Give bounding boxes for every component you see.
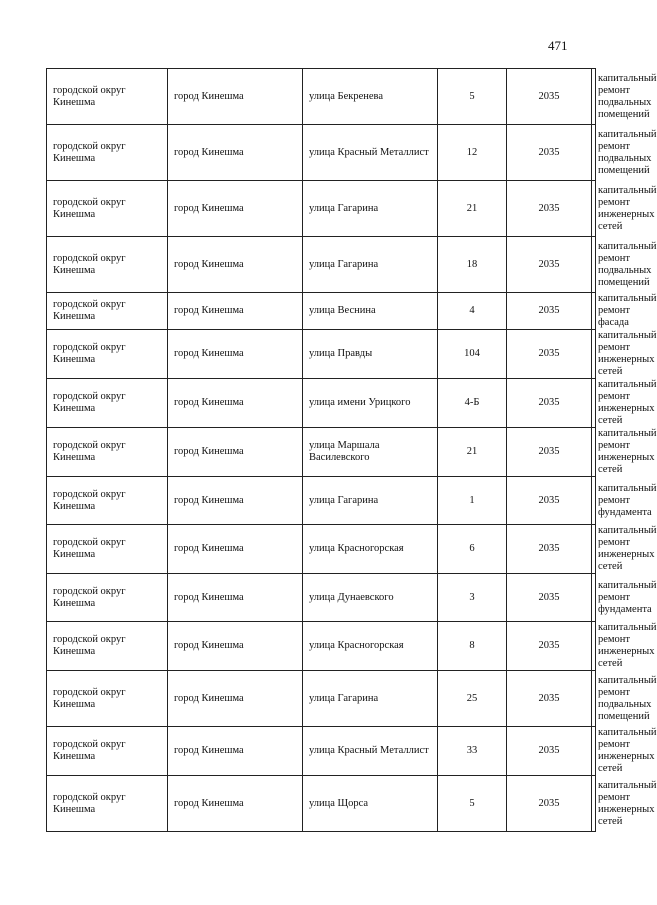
okrug-cell: городской округ Кинешма — [47, 477, 168, 525]
okrug-cell: городской округ Кинешма — [47, 776, 168, 832]
house-number-cell: 1 — [438, 477, 507, 525]
city-cell: город Кинешма — [168, 525, 303, 574]
okrug-cell: городской округ Кинешма — [47, 125, 168, 181]
city-cell: город Кинешма — [168, 181, 303, 237]
city-cell: город Кинешма — [168, 671, 303, 727]
street-cell: улица Бекренева — [303, 69, 438, 125]
city-cell: город Кинешма — [168, 622, 303, 671]
street-cell: улица Красногорская — [303, 622, 438, 671]
city-cell: город Кинешма — [168, 477, 303, 525]
street-cell: улица Маршала Василевского — [303, 428, 438, 477]
year-cell: 2035 — [507, 671, 592, 727]
table-row — [47, 727, 596, 776]
street-cell: улица Красный Металлист — [303, 125, 438, 181]
okrug-cell: городской округ Кинешма — [47, 293, 168, 330]
table-row — [47, 379, 596, 428]
street-cell: улица Веснина — [303, 293, 438, 330]
okrug-cell: городской округ Кинешма — [47, 727, 168, 776]
house-number-cell: 5 — [438, 776, 507, 832]
table-row — [47, 428, 596, 477]
work-type-cell: капитальный ремонт инженерных сетей — [592, 379, 596, 428]
work-type-cell: капитальный ремонт инженерных сетей — [592, 622, 596, 671]
city-cell: город Кинешма — [168, 776, 303, 832]
okrug-cell: городской округ Кинешма — [47, 69, 168, 125]
okrug-cell: городской округ Кинешма — [47, 181, 168, 237]
work-type-cell: капитальный ремонт инженерных сетей — [592, 727, 596, 776]
city-cell: город Кинешма — [168, 125, 303, 181]
year-cell: 2035 — [507, 237, 592, 293]
house-number-cell: 18 — [438, 237, 507, 293]
table-row — [47, 125, 596, 181]
work-type-cell: капитальный ремонт инженерных сетей — [592, 330, 596, 379]
city-cell: город Кинешма — [168, 293, 303, 330]
year-cell: 2035 — [507, 574, 592, 622]
city-cell: город Кинешма — [168, 574, 303, 622]
house-number-cell: 104 — [438, 330, 507, 379]
house-number-cell: 33 — [438, 727, 507, 776]
work-type-cell: капитальный ремонт подвальных помещений — [592, 69, 596, 125]
city-cell: город Кинешма — [168, 237, 303, 293]
okrug-cell: городской округ Кинешма — [47, 574, 168, 622]
house-number-cell: 12 — [438, 125, 507, 181]
work-type-cell: капитальный ремонт инженерных сетей — [592, 525, 596, 574]
year-cell: 2035 — [507, 622, 592, 671]
work-type-cell: капитальный ремонт подвальных помещений — [592, 125, 596, 181]
house-number-cell: 4-Б — [438, 379, 507, 428]
okrug-cell: городской округ Кинешма — [47, 330, 168, 379]
table-row — [47, 776, 596, 832]
street-cell: улица Красногорская — [303, 525, 438, 574]
house-number-cell: 5 — [438, 69, 507, 125]
year-cell: 2035 — [507, 69, 592, 125]
okrug-cell: городской округ Кинешма — [47, 525, 168, 574]
table-row — [47, 237, 596, 293]
house-number-cell: 25 — [438, 671, 507, 727]
okrug-cell: городской округ Кинешма — [47, 622, 168, 671]
okrug-cell: городской округ Кинешма — [47, 237, 168, 293]
house-number-cell: 21 — [438, 428, 507, 477]
table-row — [47, 477, 596, 525]
page-number: 471 — [548, 38, 568, 53]
year-cell: 2035 — [507, 776, 592, 832]
work-type-cell: капитальный ремонт инженерных сетей — [592, 181, 596, 237]
year-cell: 2035 — [507, 379, 592, 428]
table-row — [47, 525, 596, 574]
house-number-cell: 21 — [438, 181, 507, 237]
work-type-cell: капитальный ремонт подвальных помещений — [592, 237, 596, 293]
house-number-cell: 8 — [438, 622, 507, 671]
street-cell: улица Правды — [303, 330, 438, 379]
housing-repair-table — [46, 68, 657, 832]
year-cell: 2035 — [507, 525, 592, 574]
okrug-cell: городской округ Кинешма — [47, 428, 168, 477]
street-cell: улица Гагарина — [303, 181, 438, 237]
city-cell: город Кинешма — [168, 379, 303, 428]
year-cell: 2035 — [507, 293, 592, 330]
year-cell: 2035 — [507, 477, 592, 525]
house-number-cell: 4 — [438, 293, 507, 330]
table-row — [47, 181, 596, 237]
work-type-cell: капитальный ремонт инженерных сетей — [592, 428, 596, 477]
street-cell: улица Гагарина — [303, 477, 438, 525]
street-cell: улица имени Урицкого — [303, 379, 438, 428]
city-cell: город Кинешма — [168, 428, 303, 477]
work-type-cell: капитальный ремонт инженерных сетей — [592, 776, 596, 832]
work-type-cell: капитальный ремонт фасада — [592, 293, 596, 330]
street-cell: улица Красный Металлист — [303, 727, 438, 776]
street-cell: улица Дунаевского — [303, 574, 438, 622]
year-cell: 2035 — [507, 428, 592, 477]
table-row — [47, 69, 596, 125]
work-type-cell: капитальный ремонт подвальных помещений — [592, 671, 596, 727]
street-cell: улица Гагарина — [303, 237, 438, 293]
work-type-cell: капитальный ремонт фундамента — [592, 574, 596, 622]
okrug-cell: городской округ Кинешма — [47, 379, 168, 428]
city-cell: город Кинешма — [168, 69, 303, 125]
table-row — [47, 574, 596, 622]
table-row — [47, 622, 596, 671]
street-cell: улица Щорса — [303, 776, 438, 832]
year-cell: 2035 — [507, 330, 592, 379]
house-number-cell: 6 — [438, 525, 507, 574]
table-row — [47, 330, 596, 379]
house-number-cell: 3 — [438, 574, 507, 622]
table-row — [47, 293, 596, 330]
table-row — [47, 671, 596, 727]
street-cell: улица Гагарина — [303, 671, 438, 727]
work-type-cell: капитальный ремонт фундамента — [592, 477, 596, 525]
city-cell: город Кинешма — [168, 330, 303, 379]
year-cell: 2035 — [507, 181, 592, 237]
city-cell: город Кинешма — [168, 727, 303, 776]
okrug-cell: городской округ Кинешма — [47, 671, 168, 727]
year-cell: 2035 — [507, 727, 592, 776]
year-cell: 2035 — [507, 125, 592, 181]
